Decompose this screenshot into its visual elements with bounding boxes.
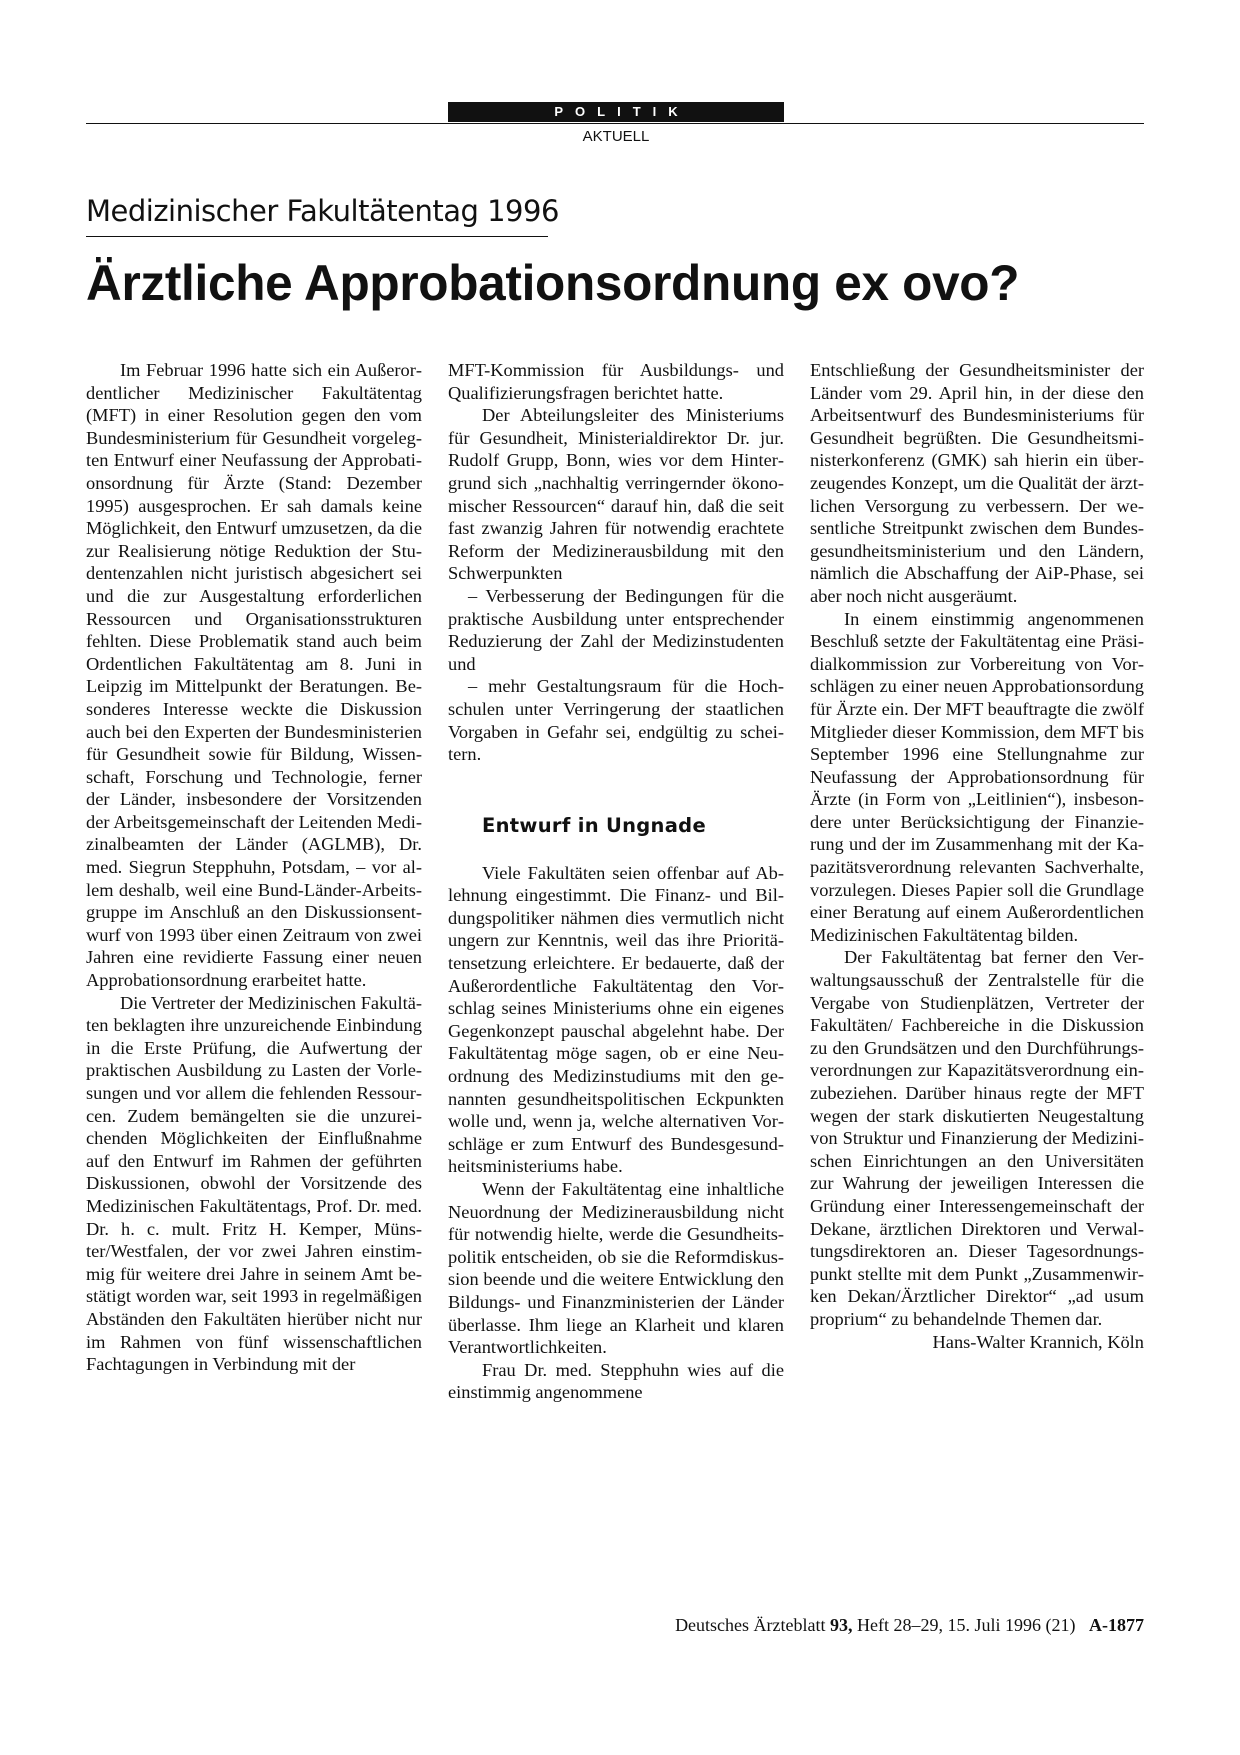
subheading: Entwurf in Ungnade [482,813,706,837]
journal-name: Deutsches Ärzteblatt [675,1615,826,1635]
paragraph: Im Februar 1996 hatte sich ein Außerordentlicher Medizinischer Fakultätentag (MFT) in einer Resolution gegen den vom Bundesministerium für Gesundheit vorgelegten Entwurf einer Neufassung der Approbationsordnung für Ärzte (Stand: Dezember 1995) ausgesprochen. Er sah damals keine Möglichkeit, den Entwurf umzusetzen, da die zur Realisierung nötige Reduktion der Studentenzahlen nicht juristisch abgesichert sei und die zur Ausgestaltung erforderlichen Ressourcen und Organisationsstrukturen fehlten. Diese Problematik stand auch beim Ordentlichen Fakultätentag am 8. Juni in Leipzig im Mittelpunkt der Beratungen. Besonderes Interesse weckte die Diskussion auch bei den Experten der Bundesministerien für Gesundheit sowie für Bildung, Wissenschaft, Forschung und Technologie, ferner der Länder, insbesondere der Vorsitzenden der Arbeitsgemeinschaft der Leitenden Medizinalbeamten der Länder (AGLMB), Dr. med. Siegrun Stepphuhn, Potsdam, – vor allem deshalb, weil eine Bund-Länder-Arbeitsgruppe im Anschluß an den Diskussionsentwurf von 1993 über einen Zeitraum von zwei Jahren eine revidierte Fassung einer neuen Approbationsordnung erarbeitet hatte. [86,360,422,991]
text-column-1 [86,359,422,1376]
section-label: POLITIK [448,102,784,122]
issue-info: Heft 28–29, 15. Juli 1996 (21) [857,1615,1076,1635]
paragraph: Die Vertreter der Medizinischen Fakultäten beklagten ihre unzureichende Einbindung in die Erste Prüfung, die Aufwertung der praktischen Ausbildung zu Lasten der Vorlesungen und vor allem die fehlenden Ressourcen. Zudem bemängelten sie die unzureichenden Möglichkeiten der Einflußnahme auf den Entwurf im Rahmen der geführten Diskussionen, obwohl der Vorsitzende des Medizinischen Fakultätentags, Prof. Dr. med. Dr. h. c. mult. Fritz H. Kemper, Münster/Westfalen, der vor zwei Jahren einstimmig für weitere drei Jahre in seinem Amt bestätigt worden war, seit 1993 in regelmäßigen Abständen den Fakultäten hierüber nicht nur im Rahmen von fünf wissenschaftlichen Fachtagungen in Verbindung mit der [86,992,422,1375]
article-kicker: Medizinischer Fakultätentag 1996 [86,192,548,237]
header-rule [86,123,1144,124]
list-item: – mehr Gestaltungsraum für die Hochschulen unter Verringerung der staatlichen Vorgaben in Gefahr sei, endgültig zu scheitern. [448,676,784,765]
page-footer [486,1614,1144,1636]
subsection-label: AKTUELL [582,128,650,145]
paragraph-continued: Entschließung der Gesundheitsminister der Länder vom 29. April hin, in der diese den Arbeitsentwurf des Bundesministeriums für Gesundheit begrüßten. Die Gesundheitsministerkonferenz (GMK) sah hierin ein überzeugendes Konzept, um die Qualität der ärztlichen Versorgung zu verbessern. Der wesentliche Streitpunkt zwischen dem Bundesgesundheitsministerium und den Ländern, nämlich die Abschaffung der AiP-Phase, sei aber noch nicht ausgeräumt. [810,360,1144,606]
paragraph: Viele Fakultäten seien offenbar auf Ablehnung eingestimmt. Die Finanz- und Bildungspolitiker nähmen dies vermutlich nicht ungern zur Kenntnis, weil das ihre Prioritätensetzung erleichtere. Er bedauerte, daß der Außerordentliche Fakultätentag den Vorschlag seines Ministeriums ohne ein eigenes Gegenkonzept pauschal abgelehnt habe. Der Fakultätentag möge sagen, ob er eine Neuordnung des Medizinstudiums mit den genannten gesundheitspolitischen Eckpunkten wolle und, wenn ja, welche alternativen Vorschläge er zum Entwurf des Bundesgesundheitsministeriums habe. [448,862,784,1177]
article-title: Ärztliche Approbationsordnung ex ovo? [86,255,1020,311]
paragraph: Wenn der Fakultätentag eine inhaltliche Neuordnung der Medizinerausbildung nicht für notwendig hielte, werde die Gesundheitspolitik entscheiden, ob sie die Reformdiskussion beende und die weitere Entwicklung den Bildungs- und Finanzministerien der Länder überlasse. Ihm liege an Klarheit und klaren Verantwortlichkeiten. [448,1179,784,1358]
text-column-2 [448,359,784,1404]
volume-number: 93, [830,1615,853,1635]
paragraph: Der Fakultätentag bat ferner den Verwaltungsausschuß der Zentralstelle für die Vergabe von Studienplätzen, Vertreter der Fakultäten/ Fachbereiche in die Diskussion zu den Grundsätzen und den Durchführungsverordnungen zur Kapazitätsverordnung einzubeziehen. Darüber hinaus regte der MFT wegen der stark diskutierten Neugestaltung von Struktur und Finanzierung der Medizinischen Einrichtungen an den Universitäten zur Wahrung der jeweiligen Interessen die Gründung einer Interessengemeinschaft der Dekane, ärztlichen Direktoren und Verwaltungsdirektoren an. Dieser Tagesordnungspunkt stellte mit dem Punkt „Zusammenwirken Dekan/Ärztlicher Direktor“ „ad usum proprium“ zu behandelnde Themen dar. [810,947,1144,1329]
paragraph: In einem einstimmig angenommenen Beschluß setzte der Fakultätentag eine Präsidialkommission zur Vorbereitung von Vorschlägen zu einer neuen Approbationsordung für Ärzte ein. Der MFT beauftragte die zwölf Mitglieder dieser Kommission, dem MFT bis September 1996 eine Stellungnahme zur Neufassung der Approbationsordnung für Ärzte (in Form von „Leitlinien“), insbesondere unter Berücksichtigung der Finanzierung und der im Zusammenhang mit der Kapazitätsverordnung relevanten Sachverhalte, vorzulegen. Dieses Papier soll die Grundlage einer Beratung auf einem Außerordentlichen Medizinischen Fakultätentag bilden. [810,608,1144,945]
list-item: – Verbesserung der Bedingungen für die praktische Ausbildung unter entsprechender Reduzierung der Zahl der Medizinstudenten und [448,585,784,674]
page-number: A-1877 [1089,1615,1144,1635]
paragraph-continued: MFT-Kommission für Ausbildungs- und Qualifizierungsfragen berichtet hatte. [448,360,784,403]
paragraph: Frau Dr. med. Stepphuhn wies auf die einstimmig angenommene [448,1359,784,1403]
text-column-3 [810,359,1144,1353]
paragraph: Der Abteilungsleiter des Ministeriums für Gesundheit, Ministerialdirektor Dr. jur. Rudolf Grupp, Bonn, wies vor dem Hintergrund sich „nachhaltig verringernder ökonomischer Ressourcen“ darauf hin, daß die seit fast zwanzig Jahren für notwendig erachtete Reform der Medizinerausbildung mit den Schwerpunkten [448,405,784,584]
author-byline: Hans-Walter Krannich, Köln [932,1331,1144,1352]
